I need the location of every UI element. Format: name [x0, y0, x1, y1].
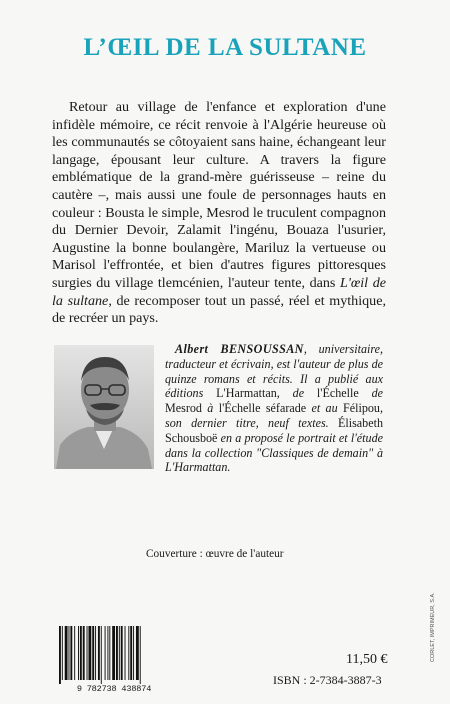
bio-title-felipou: Félipou — [343, 401, 380, 416]
author-portrait-image — [54, 345, 154, 469]
barcode-bar — [88, 626, 91, 680]
barcode-bar — [109, 626, 110, 680]
bio-text-1: , universitaire, traducteur et écrivain, est l'auteur de plus de quinze romans et récits. Il a publié aux éditions — [165, 342, 383, 401]
barcode-bar — [105, 626, 106, 680]
barcode-bars — [55, 626, 173, 684]
author-biography — [165, 342, 383, 475]
barcode-bar — [101, 626, 102, 684]
barcode-bar — [119, 626, 120, 680]
barcode-bar — [69, 626, 70, 680]
blurb-text-1: Retour au village de l'enfance et exploration d'une infidèle mémoire, ce récit renvoie à l'Algérie heureuse où les communautés se côtoyaient sans haine, échangeant leur langage, épousant leur culture. A travers la figure emblématique de la grand-mère guérisseuse – reine du cautère –, mais aussi une foule de personnages hauts en couleur : Bousta le simple, Mesrod le truculent compagnon du Dernier Devoir, Zalamit l'ingénu, Bouaza l'usurier, Augustine la bonne boulangère, Mariluz la vertueuse ou Marisol l'effrontée, et bien d'autres figures pittoresques surgies du village tlemcénien, l'auteur tente, dans — [52, 99, 386, 291]
cover-credit: Couverture : œuvre de l'auteur — [146, 548, 284, 560]
author-photo — [54, 345, 154, 469]
barcode-bar — [107, 626, 108, 680]
blurb-text-2: , de recomposer tout un passé, réel et mythique, de recréer un pays. — [52, 292, 386, 327]
bio-name-schousboe: Schousboë — [165, 430, 218, 445]
barcode-bar — [116, 626, 118, 680]
barcode-bar — [80, 626, 82, 680]
barcode-bar — [121, 626, 123, 680]
barcode-bar — [128, 626, 129, 680]
barcode-bar — [70, 626, 72, 680]
bio-publisher-1: L'Harmattan — [216, 386, 277, 401]
printer-credit: CORLET, IMPRIMEUR, S.A. — [430, 592, 436, 662]
barcode — [55, 626, 173, 704]
back-cover-blurb — [52, 99, 386, 328]
barcode-bar — [65, 626, 68, 680]
bio-text-7: en a proposé le portrait et l'étude dans la collection "Classiques de demain" à L'Harmattan. — [165, 430, 383, 475]
barcode-bar — [130, 626, 132, 680]
bio-text-2: , de — [276, 386, 317, 401]
blurb-book-title: L'œil de la sultane — [52, 274, 386, 309]
barcode-bar — [95, 626, 96, 680]
book-title: L’ŒIL DE LA SULTANE — [83, 34, 367, 61]
barcode-bar — [112, 626, 115, 680]
bio-title-echelle: l'Échelle — [316, 386, 359, 401]
price: 11,50 € — [346, 652, 388, 667]
barcode-bar — [136, 626, 139, 680]
barcode-bar — [74, 626, 75, 680]
bio-title-echelle-sefarade: l'Échelle séfarade — [218, 401, 307, 416]
barcode-bar — [92, 626, 94, 680]
barcode-bar — [83, 626, 85, 680]
bio-text-4: à — [201, 401, 219, 416]
barcode-bar — [78, 626, 79, 680]
isbn: ISBN : 2-7384-3887-3 — [273, 673, 382, 687]
barcode-number: 9 782738 438874 — [76, 684, 152, 694]
barcode-bar — [87, 626, 88, 680]
barcode-bar — [140, 626, 141, 684]
barcode-bar — [133, 626, 134, 680]
bio-title-mesrod: Mesrod — [165, 401, 202, 416]
barcode-bar — [125, 626, 126, 680]
bio-text-3: de — [358, 386, 383, 401]
bio-text-6: , son dernier titre, neuf textes. — [165, 401, 384, 430]
bio-name-elisabeth: Élisabeth — [337, 415, 383, 430]
bio-text-5: et au — [306, 401, 344, 416]
barcode-bar — [98, 626, 100, 680]
barcode-bar — [59, 626, 61, 684]
author-name: Albert BENSOUSSAN — [175, 342, 304, 356]
barcode-bar — [62, 626, 63, 680]
